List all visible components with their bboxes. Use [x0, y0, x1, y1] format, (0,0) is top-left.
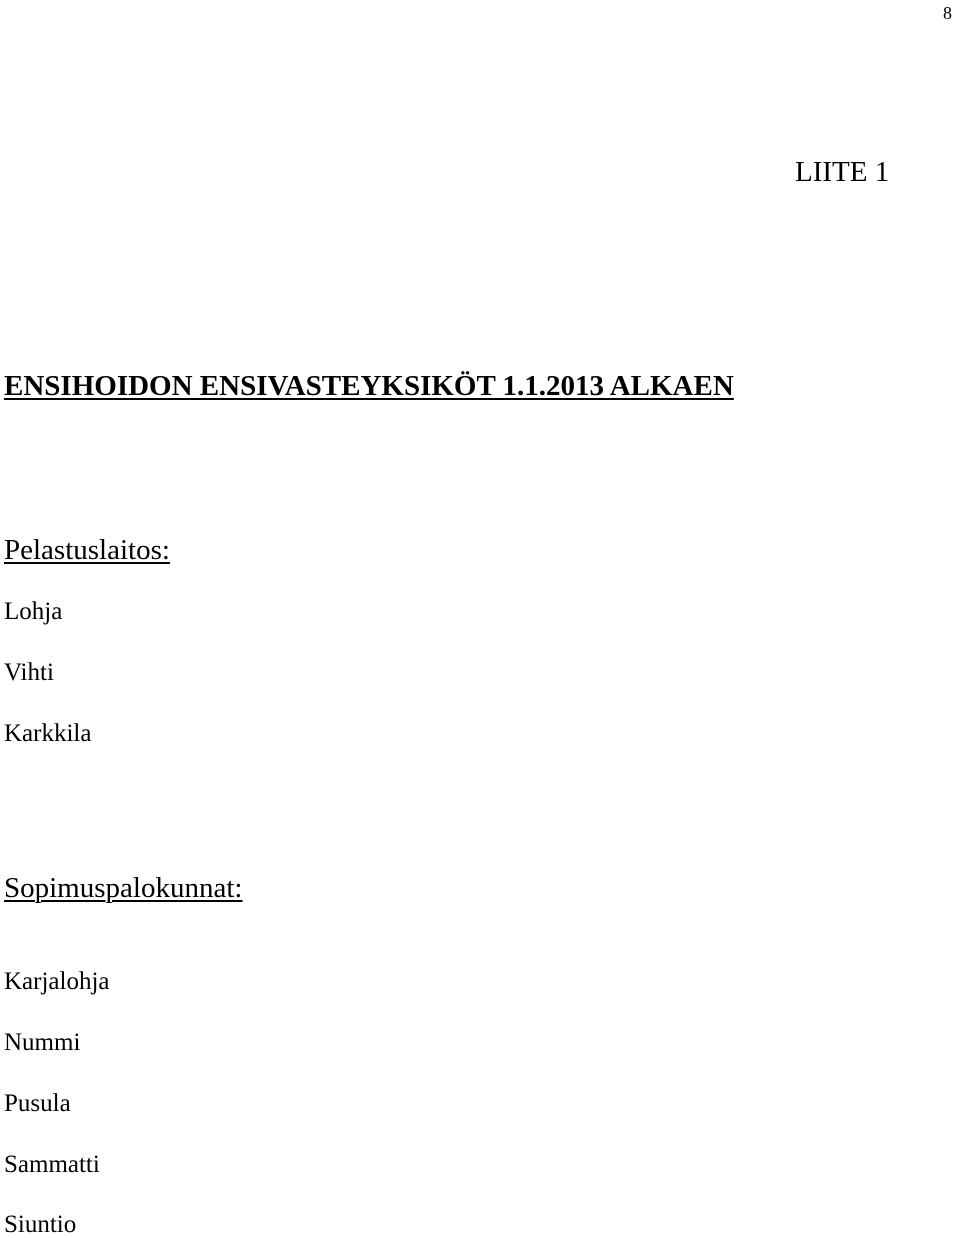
page-number: 8 [943, 3, 952, 23]
list-item: Karkkila [4, 720, 92, 747]
document-title: ENSIHOIDON ENSIVASTEYKSIKÖT 1.1.2013 ALKAEN [4, 370, 734, 402]
list-item: Vihti [4, 659, 54, 686]
appendix-label: LIITE 1 [795, 156, 890, 188]
section-heading-rescue-department: Pelastuslaitos: [4, 534, 170, 566]
list-item: Siuntio [4, 1211, 77, 1238]
list-item: Pusula [4, 1090, 71, 1117]
list-item: Karjalohja [4, 968, 110, 995]
list-item: Lohja [4, 598, 63, 625]
list-item: Nummi [4, 1029, 81, 1056]
section-heading-contract-fire-brigades: Sopimuspalokunnat: [4, 872, 243, 904]
list-item: Sammatti [4, 1151, 100, 1178]
